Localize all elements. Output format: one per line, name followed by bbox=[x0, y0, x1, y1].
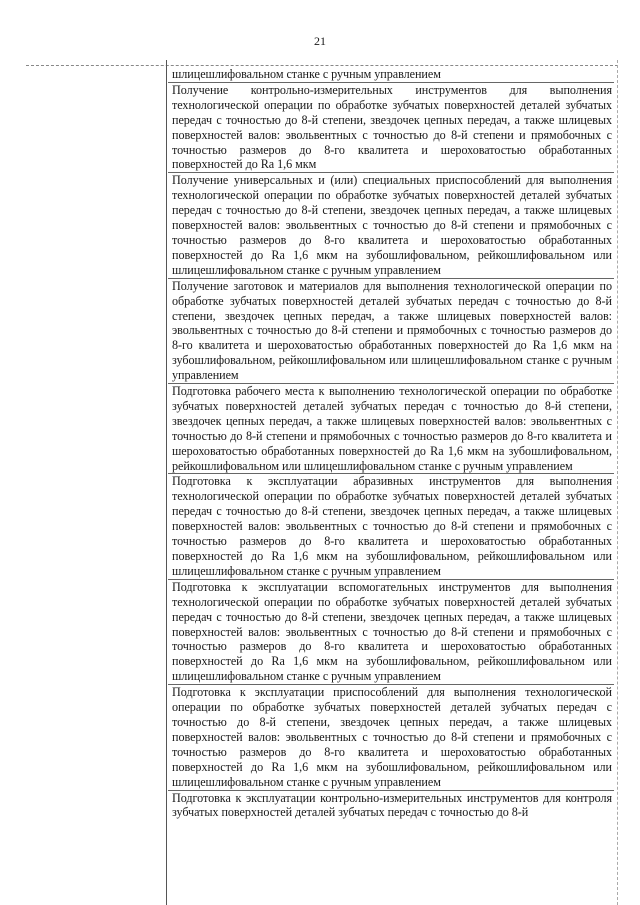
table-row: Подготовка к эксплуатации контрольно-измерительных инструментов для контроля зубчатых поверхностей деталей зубчатых передач с точностью до 8-й bbox=[172, 790, 612, 820]
table-row: Получение контрольно-измерительных инструментов для выполнения технологической операции по обработке зубчатых поверхностей деталей зубчатых передач с точностью до 8-й степени, звездочек цепных передач, а также шлицевых поверхностей валов: эвольвентных с точностью до 8-й степени и прямобочных с точностью размеров до 8-го квалитета и шероховатостью обработанных поверхностей до Ra 1,6 мкм bbox=[168, 83, 614, 173]
table-row: Получение заготовок и материалов для выполнения технологической операции по обработке зубчатых поверхностей деталей зубчатых передач с точностью до 8-й степени, звездочек цепных передач, а также шлицевых поверхностей валов: эвольвентных с точностью до 8-й степени и прямобочных с точностью размеров до 8-го квалитета и шероховатостью обработанных поверхностей до Ra 1,6 мкм на зубошлифовальном, рейкошлифовальном или шлицешлифовальном станке с ручным управлением bbox=[168, 279, 614, 384]
table-row: Подготовка к эксплуатации абразивных инструментов для выполнения технологической операции по обработке зубчатых поверхностей деталей зубчатых передач с точностью до 8-й степени, звездочек цепных передач, а также шлицевых поверхностей валов: эвольвентных с точностью до 8-й степени и прямобочных с точностью размеров до 8-го квалитета и шероховатостью обработанных поверхностей до Ra 1,6 мкм на зубошлифовальном, рейкошлифовальном или шлицешлифовальном станке с ручным управлением bbox=[168, 474, 614, 579]
table-row: Подготовка рабочего места к выполнению технологической операции по обработке зубчатых поверхностей деталей зубчатых передач с точностью до 8-й степени, звездочек цепных передач, а также шлицевых поверхностей валов: эвольвентных с точностью до 8-й степени и прямобочных с точностью размеров до 8-го квалитета и шероховатостью обработанных поверхностей до Ra 1,6 мкм на зубошлифовальном, рейкошлифовальном или шлицешлифовальном станке с ручным управлением bbox=[168, 384, 614, 474]
labor-actions-table bbox=[26, 60, 618, 905]
table-content-column bbox=[168, 67, 614, 820]
page-number: 21 bbox=[314, 34, 326, 48]
table-label-column bbox=[26, 60, 166, 905]
table-row: Получение универсальных и (или) специальных приспособлений для выполнения технологической операции по обработке зубчатых поверхностей деталей зубчатых передач с точностью до 8-й степени, звездочек цепных передач, а также шлицевых поверхностей валов: эвольвентных с точностью до 8-й степени и прямобочных с точностью размеров до 8-го квалитета и шероховатостью обработанных поверхностей до Ra 1,6 мкм на зубошлифовальном, рейкошлифовальном или шлицешлифовальном станке с ручным управлением bbox=[168, 173, 614, 278]
table-column-divider bbox=[166, 60, 167, 905]
table-right-border bbox=[617, 60, 618, 905]
table-row: Подготовка к эксплуатации вспомогательных инструментов для выполнения технологической операции по обработке зубчатых поверхностей деталей зубчатых передач с точностью до 8-й степени, звездочек цепных передач, а также шлицевых поверхностей валов: эвольвентных с точностью до 8-й степени и прямобочных с точностью размеров до 8-го квалитета и шероховатостью обработанных поверхностей до Ra 1,6 мкм на зубошлифовальном, рейкошлифовальном или шлицешлифовальном станке с ручным управлением bbox=[168, 580, 614, 685]
table-row: Подготовка к эксплуатации приспособлений для выполнения технологической операции по обработке зубчатых поверхностей деталей зубчатых передач с точностью до 8-й степени, звездочек цепных передач, а также шлицевых поверхностей валов: эвольвентных с точностью до 8-й степени и прямобочных с точностью размеров до 8-го квалитета и шероховатостью обработанных поверхностей до Ra 1,6 мкм на зубошлифовальном, рейкошлифовальном или шлицешлифовальном станке с ручным управлением bbox=[168, 685, 614, 790]
table-row: шлицешлифовальном станке с ручным управлением bbox=[168, 67, 614, 83]
